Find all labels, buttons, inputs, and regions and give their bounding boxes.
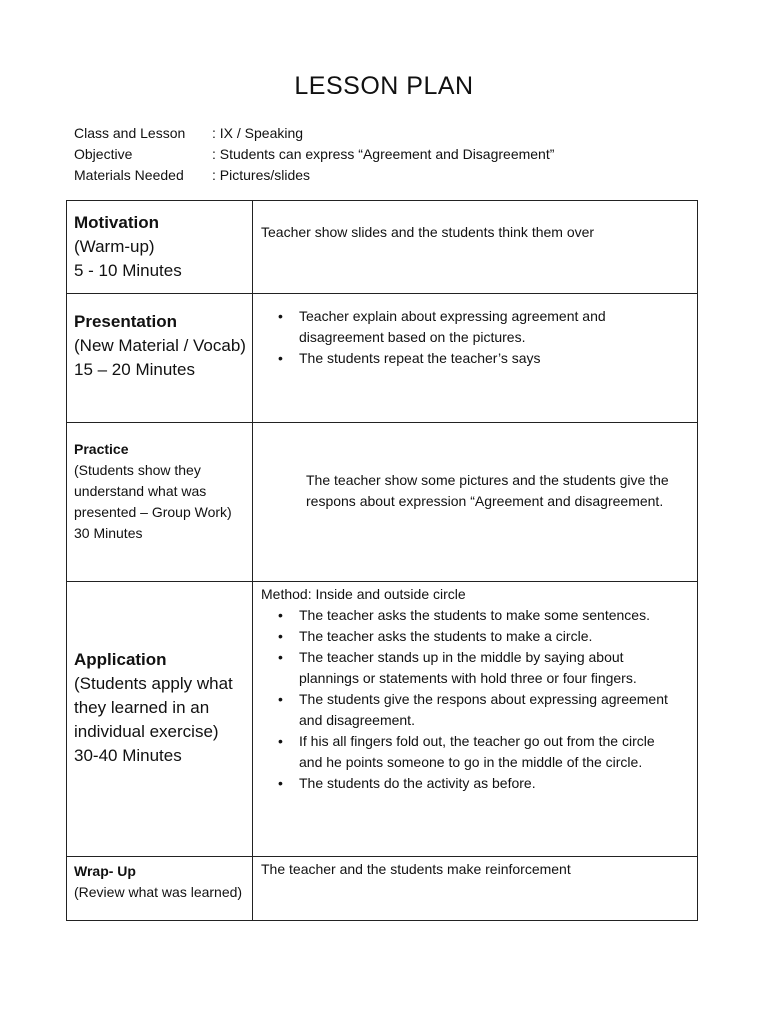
row-presentation: [67, 294, 698, 423]
stage-desc-presentation: (New Material / Vocab): [74, 336, 246, 355]
list-item: • The teacher stands up in the middle by saying about plannings or statements with hold three or four fingers.: [299, 647, 697, 689]
row-wrapup: [67, 857, 698, 921]
activity-cell-wrapup: [253, 857, 698, 921]
stage-name-practice: Practice: [74, 441, 129, 457]
lesson-plan-table: [66, 200, 698, 921]
stage-name-application: Application: [74, 650, 167, 669]
info-row-class: [74, 123, 554, 144]
materials-value: : Pictures/slides: [212, 167, 311, 183]
lesson-info: [74, 123, 554, 186]
stage-cell-motivation: [67, 201, 253, 294]
list-item: • Teacher explain about expressing agreement and disagreement based on the pictures.: [299, 306, 697, 348]
stage-time-motivation: 5 - 10 Minutes: [74, 261, 182, 280]
activity-cell-application: [253, 582, 698, 857]
activity-cell-practice: [253, 423, 698, 582]
list-item: • The teacher asks the students to make some sentences.: [299, 605, 697, 626]
stage-cell-practice: [67, 423, 253, 582]
info-row-objective: [74, 144, 554, 165]
presentation-bullet-list: [253, 306, 697, 369]
stage-desc-wrapup: (Review what was learned): [74, 884, 243, 900]
activity-text-wrapup: The teacher and the students make reinforcement: [261, 861, 571, 877]
class-value: : IX / Speaking: [212, 125, 304, 141]
row-application: [67, 582, 698, 857]
list-item: • The students give the respons about expressing agreement and disagreement.: [299, 689, 697, 731]
page-title: LESSON PLAN: [294, 72, 474, 100]
row-motivation: [67, 201, 698, 294]
stage-cell-presentation: [67, 294, 253, 423]
application-bullet-list: [253, 605, 697, 794]
class-label: Class and Lesson: [74, 125, 186, 141]
list-item: • The teacher asks the students to make a circle.: [299, 626, 697, 647]
materials-label: Materials Needed: [74, 167, 184, 183]
stage-desc-motivation: (Warm-up): [74, 237, 155, 256]
stage-desc-practice: (Students show they understand what was presented – Group Work): [74, 462, 232, 520]
stage-name-presentation: Presentation: [74, 312, 177, 331]
row-practice: [67, 423, 698, 582]
activity-text-practice: The teacher show some pictures and the students give the respons about expression “Agreement and disagreement.: [306, 472, 669, 509]
stage-name-motivation: Motivation: [74, 213, 159, 232]
stage-time-practice: 30 Minutes: [74, 525, 143, 541]
info-row-materials: [74, 165, 554, 186]
stage-name-wrapup: Wrap- Up: [74, 863, 136, 879]
activity-text-motivation: Teacher show slides and the students think them over: [261, 224, 595, 240]
stage-time-application: 30-40 Minutes: [74, 746, 182, 765]
stage-time-presentation: 15 – 20 Minutes: [74, 360, 195, 379]
stage-cell-wrapup: [67, 857, 253, 921]
list-item: • The students do the activity as before.: [299, 773, 697, 794]
activity-cell-motivation: [253, 201, 698, 294]
activity-cell-presentation: [253, 294, 698, 423]
objective-value: : Students can express “Agreement and Disagreement”: [212, 146, 555, 162]
stage-cell-application: [67, 582, 253, 857]
list-item: • The students repeat the teacher’s says: [299, 348, 697, 369]
application-method: Method: Inside and outside circle: [261, 586, 466, 602]
list-item: • If his all fingers fold out, the teacher go out from the circle and he points someone to go in the middle of the circle.: [299, 731, 697, 773]
stage-desc-application: (Students apply what they learned in an individual exercise): [74, 674, 233, 741]
objective-label: Objective: [74, 146, 133, 162]
